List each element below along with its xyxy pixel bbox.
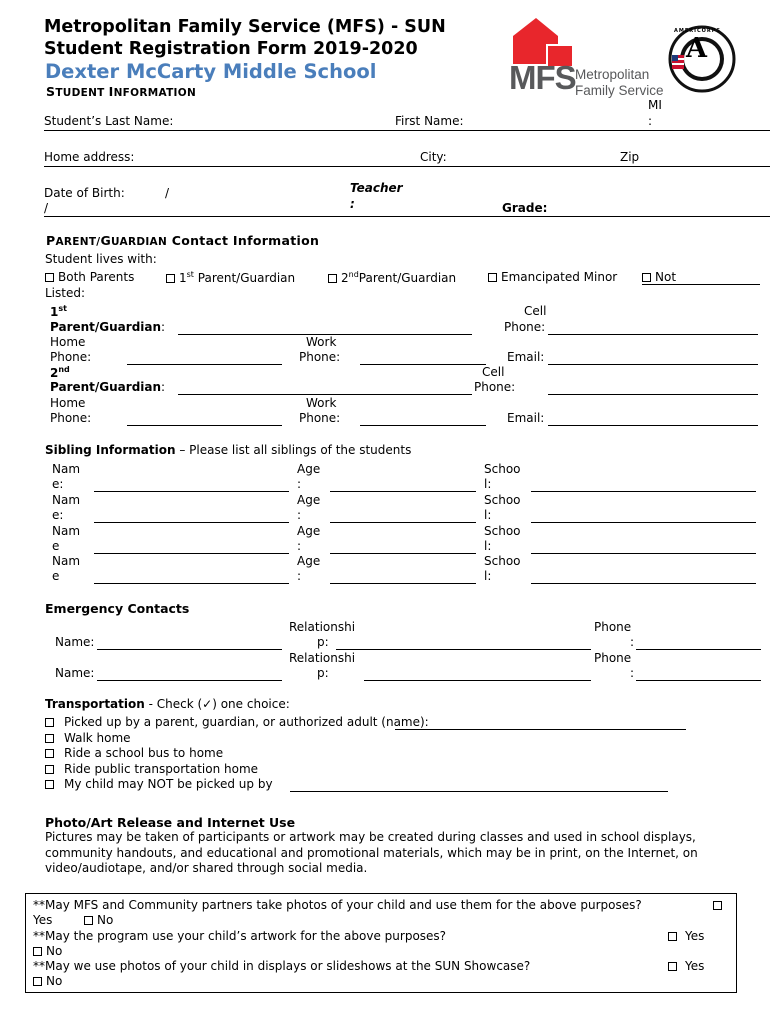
consent-q2-yes[interactable]: Yes <box>668 929 704 943</box>
consent-q1-yes-checkbox-icon[interactable] <box>713 901 722 910</box>
sibling2-name-label2: e: <box>52 508 64 522</box>
transport-option-bus[interactable]: Ride a school bus to home <box>45 746 223 760</box>
photo-heading: Photo/Art Release and Internet Use <box>45 815 296 830</box>
consent-q2: **May the program use your child’s artwork for the above purposes? <box>33 929 447 943</box>
consent-q3: **May we use photos of your child in displays or slideshows at the SUN Showcase? <box>33 959 531 973</box>
teacher-label: Teacher <box>350 181 403 195</box>
parent1-home-line[interactable] <box>127 364 282 365</box>
mfs-logo-letters: MFS <box>509 59 576 96</box>
emergency2-phone-label1: Phone <box>594 651 632 665</box>
emergency1-phone-line[interactable] <box>636 649 761 650</box>
sibling3-school-label1: Schoo <box>484 524 521 538</box>
checkbox-icon[interactable] <box>45 273 54 282</box>
parent1-work-line[interactable] <box>360 364 486 365</box>
transport-option-walk[interactable]: Walk home <box>45 731 131 745</box>
seal-letter: A <box>686 33 707 64</box>
sibling4-age-line[interactable] <box>330 583 476 584</box>
checkbox-icon[interactable] <box>33 947 42 956</box>
checkbox-icon[interactable] <box>84 916 93 925</box>
emergency2-name-line[interactable] <box>97 680 282 681</box>
emergency1-phone-label2: : <box>630 635 635 649</box>
checkbox-icon[interactable] <box>45 734 54 743</box>
seal-ring-text: AMERICORPS <box>674 28 722 34</box>
parent1-home-phone-label: Phone: <box>50 350 92 364</box>
sibling2-school-label1: Schoo <box>484 493 521 507</box>
school-name: Dexter McCarty Middle School <box>45 60 377 83</box>
sibling-heading: Sibling Information – Please list all siblings of the students <box>45 443 412 457</box>
parent2-label: Parent/Guardian: <box>50 380 166 394</box>
parent2-work-label: Work <box>306 396 337 410</box>
parent-heading: PARENT/GUARDIAN Contact Information <box>46 233 320 248</box>
sibling1-name-label2: e: <box>52 477 64 491</box>
dob-label: Date of Birth: <box>44 186 125 200</box>
sibling1-age-label1: Age <box>297 462 321 476</box>
parent1-cell-label: Cell <box>524 304 547 318</box>
sibling3-name-label2: e <box>52 539 60 553</box>
checkbox-icon[interactable] <box>166 274 175 283</box>
lives-with-label: Student lives with: <box>45 252 157 266</box>
option-not-listed[interactable]: Not <box>642 270 676 284</box>
option-second-parent[interactable]: 2ndParent/Guardian <box>328 270 456 285</box>
dob-slash1: / <box>165 186 170 200</box>
parent2-email-line[interactable] <box>548 425 758 426</box>
parent1-cell-line[interactable] <box>548 334 758 335</box>
parent1-email-line[interactable] <box>548 364 758 365</box>
emergency2-name-label: Name: <box>55 666 95 680</box>
sibling1-name-label1: Nam <box>52 462 81 476</box>
dob-slash2: / <box>44 201 49 215</box>
sibling1-school-line[interactable] <box>531 491 756 492</box>
transport-option-pickup[interactable]: Picked up by a parent, guardian, or authorized adult (name): <box>45 715 429 729</box>
student-info-heading: STUDENT INFORMATION <box>46 84 197 99</box>
parent1-label: Parent/Guardian: <box>50 320 166 334</box>
checkbox-icon[interactable] <box>45 780 54 789</box>
option-both-parents[interactable]: Both Parents <box>45 270 134 284</box>
teacher-colon: : <box>350 197 355 211</box>
form-title-line1: Metropolitan Family Service (MFS) - SUN <box>44 17 446 37</box>
checkbox-icon[interactable] <box>642 273 651 282</box>
zip-label: Zip <box>620 150 640 164</box>
checkbox-icon[interactable] <box>668 932 677 941</box>
parent1-num: 1st <box>50 304 67 319</box>
sibling3-name-line[interactable] <box>94 553 289 554</box>
mi-colon: : <box>648 114 653 128</box>
checkbox-icon[interactable] <box>33 977 42 986</box>
parent2-cell-line[interactable] <box>548 394 758 395</box>
emergency2-rel-label1: Relationshi <box>289 651 356 665</box>
parent1-work-label: Work <box>306 335 337 349</box>
transport-heading: Transportation - Check (✓) one choice: <box>45 697 290 711</box>
parent2-name-line[interactable] <box>178 394 472 395</box>
sibling4-school-label1: Schoo <box>484 554 521 568</box>
checkbox-icon[interactable] <box>45 749 54 758</box>
emergency1-name-label: Name: <box>55 635 95 649</box>
sibling2-school-line[interactable] <box>531 522 756 523</box>
sibling4-school-label2: l: <box>484 569 492 583</box>
sibling3-name-label1: Nam <box>52 524 81 538</box>
sibling2-school-label2: l: <box>484 508 492 522</box>
checkbox-icon[interactable] <box>45 765 54 774</box>
emergency2-phone-label2: : <box>630 666 635 680</box>
emergency1-rel-line[interactable] <box>336 649 591 650</box>
parent1-email-label: Email: <box>507 350 545 364</box>
last-name-label: Student’s Last Name: <box>44 114 174 128</box>
parent2-cell-phone-label: Phone: <box>474 380 516 394</box>
sibling1-age-line[interactable] <box>330 491 476 492</box>
sibling2-name-line[interactable] <box>94 522 289 523</box>
consent-q3-no[interactable]: No <box>33 974 62 988</box>
checkbox-icon[interactable] <box>45 718 54 727</box>
home-address-label: Home address: <box>44 150 135 164</box>
consent-q1: **May MFS and Community partners take photos of your child and use them for the above purposes? <box>33 898 642 912</box>
address-line[interactable] <box>44 166 770 167</box>
emergency1-name-line[interactable] <box>97 649 282 650</box>
option-first-parent[interactable]: 1st Parent/Guardian <box>166 270 295 285</box>
consent-q3-yes[interactable]: Yes <box>668 959 704 973</box>
emergency-heading: Emergency Contacts <box>45 601 190 616</box>
parent2-home-label: Home <box>50 396 86 410</box>
emergency2-phone-line[interactable] <box>636 680 761 681</box>
parent2-work-phone-label: Phone: <box>299 411 341 425</box>
sibling1-school-label1: Schoo <box>484 462 521 476</box>
parent2-email-label: Email: <box>507 411 545 425</box>
sibling3-age-label2: : <box>297 539 302 553</box>
sibling3-age-label1: Age <box>297 524 321 538</box>
sibling2-age-label2: : <box>297 508 302 522</box>
transport-option-public[interactable]: Ride public transportation home <box>45 762 258 776</box>
sibling4-age-label2: : <box>297 569 302 583</box>
sibling4-name-line[interactable] <box>94 583 289 584</box>
parent2-home-line[interactable] <box>127 425 282 426</box>
emergency1-rel-label1: Relationshi <box>289 620 356 634</box>
name-line[interactable] <box>44 130 770 131</box>
mi-label: MI <box>648 98 662 112</box>
emergency1-rel-label2: p: <box>317 635 329 649</box>
sibling2-age-label1: Age <box>297 493 321 507</box>
parent2-num: 2nd <box>50 365 70 380</box>
photo-paragraph: Pictures may be taken of participants or artwork may be created during classes and used in school displays, community handouts, and educational and promotional materials, which may be in print, on the Internet, on video/audiotape, and/or shared through social media. <box>45 830 698 875</box>
parent2-cell-label: Cell <box>482 365 505 379</box>
parent2-work-line[interactable] <box>360 425 486 426</box>
sibling4-age-label1: Age <box>297 554 321 568</box>
sibling3-age-line[interactable] <box>330 553 476 554</box>
sibling2-age-line[interactable] <box>330 522 476 523</box>
parent1-home-label: Home <box>50 335 86 349</box>
listed-label: Listed: <box>45 286 86 300</box>
option-emancipated[interactable]: Emancipated Minor <box>488 270 617 284</box>
first-name-label: First Name: <box>395 114 464 128</box>
dob-line[interactable] <box>44 216 770 217</box>
sibling4-name-label2: e <box>52 569 60 583</box>
transport-pickup-line[interactable] <box>395 729 686 730</box>
form-title-line2: Student Registration Form 2019-2020 <box>44 39 418 59</box>
sibling4-school-line[interactable] <box>531 583 756 584</box>
sibling3-school-label2: l: <box>484 539 492 553</box>
parent1-cell-phone-label: Phone: <box>504 320 546 334</box>
sibling1-age-label2: : <box>297 477 302 491</box>
city-label: City: <box>420 150 447 164</box>
transport-not-picked-line[interactable] <box>290 791 668 792</box>
consent-q2-no[interactable]: No <box>33 944 62 958</box>
sibling3-school-line[interactable] <box>531 553 756 554</box>
mfs-logo-name2: Family Service <box>575 83 664 98</box>
consent-q1-no[interactable]: No <box>84 913 113 927</box>
not-listed-line <box>642 284 760 285</box>
grade-label: Grade: <box>502 201 548 215</box>
sibling2-name-label1: Nam <box>52 493 81 507</box>
parent2-home-phone-label: Phone: <box>50 411 92 425</box>
sibling1-name-line[interactable] <box>94 491 289 492</box>
checkbox-icon[interactable] <box>668 962 677 971</box>
checkbox-icon[interactable] <box>488 273 497 282</box>
sibling4-name-label1: Nam <box>52 554 81 568</box>
mfs-logo-name1: Metropolitan <box>575 67 650 82</box>
emergency1-phone-label1: Phone <box>594 620 632 634</box>
checkbox-icon[interactable] <box>328 274 337 283</box>
emergency2-rel-label2: p: <box>317 666 329 680</box>
transport-option-not-picked[interactable]: My child may NOT be picked up by <box>45 777 273 791</box>
sibling1-school-label2: l: <box>484 477 492 491</box>
parent1-work-phone-label: Phone: <box>299 350 341 364</box>
emergency2-rel-line[interactable] <box>364 680 591 681</box>
consent-q1-yes-label: Yes <box>33 913 53 927</box>
